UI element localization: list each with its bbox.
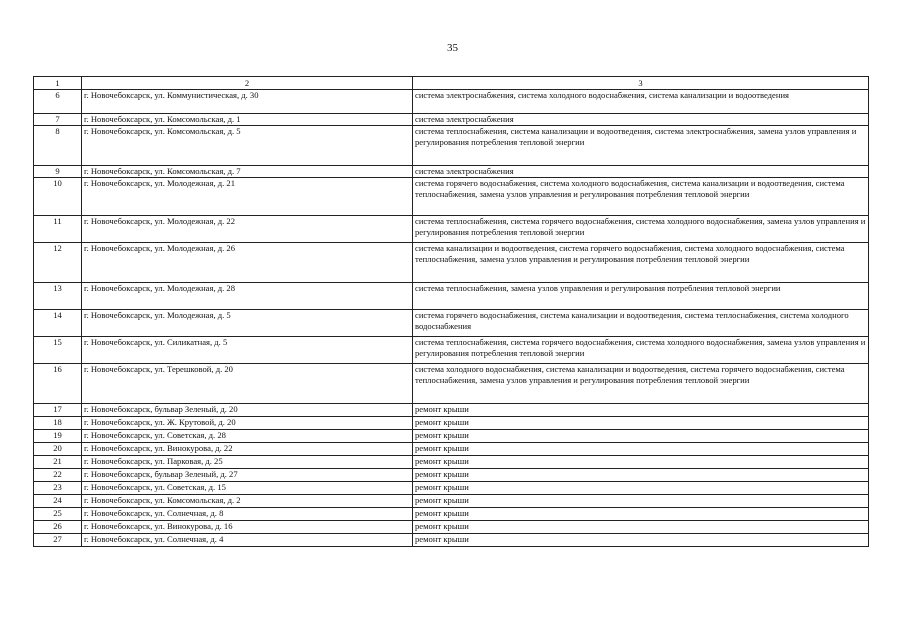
row-address: г. Новочебоксарск, ул. Комсомольская, д. 5: [82, 126, 413, 166]
row-number: 22: [34, 469, 82, 482]
row-address: г. Новочебоксарск, ул. Винокурова, д. 16: [82, 521, 413, 534]
row-number: 9: [34, 166, 82, 178]
row-address: г. Новочебоксарск, ул. Молодежная, д. 5: [82, 310, 413, 337]
row-address: г. Новочебоксарск, ул. Советская, д. 15: [82, 482, 413, 495]
header-col-2: 2: [82, 77, 413, 90]
row-address: г. Новочебоксарск, ул. Солнечная, д. 4: [82, 534, 413, 547]
row-number: 17: [34, 404, 82, 417]
table-row: [34, 456, 869, 469]
row-work: ремонт крыши: [413, 404, 869, 417]
table-row: [34, 430, 869, 443]
table-row: [34, 337, 869, 364]
row-number: 11: [34, 216, 82, 243]
row-address: г. Новочебоксарск, ул. Парковая, д. 25: [82, 456, 413, 469]
row-work: ремонт крыши: [413, 534, 869, 547]
table-row: [34, 283, 869, 310]
table-row: [34, 310, 869, 337]
row-address: г. Новочебоксарск, ул. Молодежная, д. 22: [82, 216, 413, 243]
row-number: 27: [34, 534, 82, 547]
row-address: г. Новочебоксарск, ул. Солнечная, д. 8: [82, 508, 413, 521]
row-address: г. Новочебоксарск, ул. Молодежная, д. 28: [82, 283, 413, 310]
table-row: [34, 216, 869, 243]
repair-table: [33, 76, 869, 547]
row-address: г. Новочебоксарск, ул. Молодежная, д. 26: [82, 243, 413, 283]
table-header-row: [34, 77, 869, 90]
table-body: [34, 77, 869, 547]
table-row: [34, 443, 869, 456]
row-number: 13: [34, 283, 82, 310]
row-address: г. Новочебоксарск, ул. Комсомольская, д. 2: [82, 495, 413, 508]
row-address: г. Новочебоксарск, бульвар Зеленый, д. 27: [82, 469, 413, 482]
table-row: [34, 178, 869, 216]
table-row: [34, 126, 869, 166]
row-address: г. Новочебоксарск, ул. Советская, д. 28: [82, 430, 413, 443]
row-work: система горячего водоснабжения, система канализации и водоотведения, система теплоснабжения, система холодного водоснабжения: [413, 310, 869, 337]
row-number: 20: [34, 443, 82, 456]
row-work: система электроснабжения: [413, 166, 869, 178]
table-row: [34, 90, 869, 114]
table-row: [34, 508, 869, 521]
row-work: система канализации и водоотведения, система горячего водоснабжения, система холодного водоснабжения, система теплоснабжения, замена узлов управления и регулирования потребления тепловой энергии: [413, 243, 869, 283]
row-number: 16: [34, 364, 82, 404]
row-work: система холодного водоснабжения, система канализации и водоотведения, система горячего водоснабжения, система теплоснабжения, замена узлов управления и регулирования потребления тепловой энергии: [413, 364, 869, 404]
row-address: г. Новочебоксарск, ул. Коммунистическая, д. 30: [82, 90, 413, 114]
row-number: 15: [34, 337, 82, 364]
row-work: ремонт крыши: [413, 456, 869, 469]
table-row: [34, 482, 869, 495]
row-number: 7: [34, 114, 82, 126]
row-number: 14: [34, 310, 82, 337]
row-address: г. Новочебоксарск, ул. Комсомольская, д. 7: [82, 166, 413, 178]
row-work: ремонт крыши: [413, 495, 869, 508]
row-address: г. Новочебоксарск, ул. Винокурова, д. 22: [82, 443, 413, 456]
row-work: система теплоснабжения, система горячего водоснабжения, система холодного водоснабжения, замена узлов управления и регулирования потребления тепловой энергии: [413, 337, 869, 364]
row-work: система теплоснабжения, система горячего водоснабжения, система холодного водоснабжения, замена узлов управления и регулирования потребления тепловой энергии: [413, 216, 869, 243]
row-address: г. Новочебоксарск, ул. Ж. Крутовой, д. 20: [82, 417, 413, 430]
row-work: ремонт крыши: [413, 430, 869, 443]
row-address: г. Новочебоксарск, ул. Силикатная, д. 5: [82, 337, 413, 364]
row-address: г. Новочебоксарск, бульвар Зеленый, д. 20: [82, 404, 413, 417]
row-address: г. Новочебоксарск, ул. Терешковой, д. 20: [82, 364, 413, 404]
row-number: 25: [34, 508, 82, 521]
row-address: г. Новочебоксарск, ул. Комсомольская, д. 1: [82, 114, 413, 126]
row-address: г. Новочебоксарск, ул. Молодежная, д. 21: [82, 178, 413, 216]
row-number: 10: [34, 178, 82, 216]
row-number: 19: [34, 430, 82, 443]
table-row: [34, 534, 869, 547]
row-work: ремонт крыши: [413, 482, 869, 495]
table-row: [34, 469, 869, 482]
row-number: 8: [34, 126, 82, 166]
row-work: система электроснабжения: [413, 114, 869, 126]
table-row: [34, 404, 869, 417]
row-work: система теплоснабжения, замена узлов управления и регулирования потребления тепловой энергии: [413, 283, 869, 310]
table-row: [34, 166, 869, 178]
table-row: [34, 521, 869, 534]
row-work: ремонт крыши: [413, 469, 869, 482]
row-work: система горячего водоснабжения, система холодного водоснабжения, система канализации и водоотведения, система теплоснабжения, замена узлов управления и регулирования потребления тепловой энергии: [413, 178, 869, 216]
row-work: ремонт крыши: [413, 508, 869, 521]
table-row: [34, 495, 869, 508]
row-number: 24: [34, 495, 82, 508]
row-number: 6: [34, 90, 82, 114]
row-number: 26: [34, 521, 82, 534]
table-row: [34, 243, 869, 283]
header-col-1: 1: [34, 77, 82, 90]
table-row: [34, 417, 869, 430]
row-work: ремонт крыши: [413, 417, 869, 430]
row-work: ремонт крыши: [413, 521, 869, 534]
row-number: 23: [34, 482, 82, 495]
row-work: ремонт крыши: [413, 443, 869, 456]
header-col-3: 3: [413, 77, 869, 90]
row-number: 12: [34, 243, 82, 283]
row-work: система электроснабжения, система холодного водоснабжения, система канализации и водоотведения: [413, 90, 869, 114]
row-work: система теплоснабжения, система канализации и водоотведения, система электроснабжения, замена узлов управления и регулирования потребления тепловой энергии: [413, 126, 869, 166]
row-number: 21: [34, 456, 82, 469]
page-number: 35: [447, 42, 458, 54]
table-row: [34, 364, 869, 404]
table-row: [34, 114, 869, 126]
row-number: 18: [34, 417, 82, 430]
